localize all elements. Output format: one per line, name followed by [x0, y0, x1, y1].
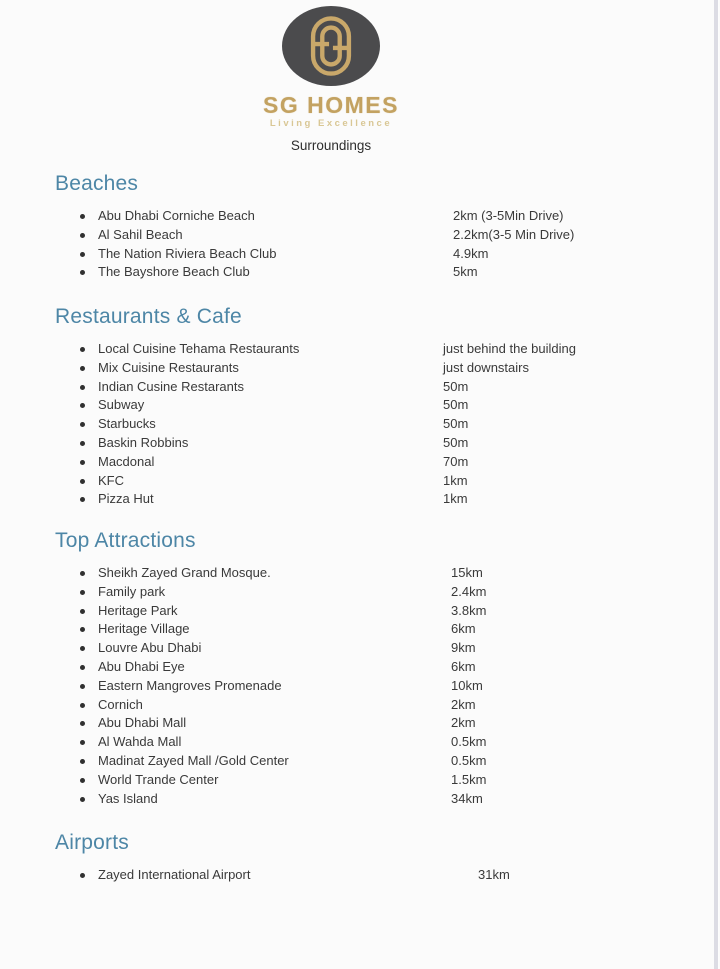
section-restaurants-cafe	[55, 304, 680, 509]
list-item	[55, 583, 680, 602]
bullet-icon	[80, 422, 85, 427]
list-item	[55, 359, 680, 378]
list-item	[55, 602, 680, 621]
item-name: Mix Cuisine Restaurants	[98, 359, 239, 375]
item-distance: 15km	[451, 565, 483, 580]
bullet-icon	[80, 441, 85, 446]
item-name: Abu Dhabi Corniche Beach	[98, 208, 255, 223]
item-distance: 10km	[451, 677, 483, 693]
list-item	[55, 245, 680, 264]
item-distance: 1km	[443, 491, 468, 507]
item-distance: 70m	[443, 453, 469, 469]
list-item	[55, 340, 680, 359]
item-distance: 50m	[443, 434, 469, 450]
paper-edge-shadow	[714, 0, 719, 969]
list-item	[55, 453, 680, 472]
item-name: Zayed International Airport	[98, 867, 251, 882]
list-item	[55, 733, 680, 752]
section-heading: Top Attractions	[55, 529, 196, 552]
brand-name: SG HOMES	[263, 92, 399, 118]
item-name: KFC	[98, 472, 124, 488]
list-item	[55, 396, 680, 415]
list-item	[55, 696, 680, 715]
bullet-icon	[80, 403, 85, 408]
item-name: Baskin Robbins	[98, 434, 189, 450]
bullet-icon	[80, 252, 85, 257]
item-distance: 0.5km	[451, 752, 487, 768]
bullet-icon	[80, 665, 85, 670]
bullet-icon	[80, 571, 85, 576]
item-name: Heritage Park	[98, 602, 178, 618]
bullet-icon	[80, 270, 85, 275]
list-item	[55, 415, 680, 434]
section-airports	[55, 830, 680, 885]
item-distance: 31km	[478, 867, 510, 882]
bullet-icon	[80, 703, 85, 708]
item-distance: 6km	[451, 658, 476, 674]
item-name: Heritage Village	[98, 621, 190, 637]
item-distance: 50m	[443, 397, 469, 413]
list-item	[55, 790, 680, 809]
item-name: Sheikh Zayed Grand Mosque.	[98, 565, 271, 580]
item-name: Starbucks	[98, 416, 156, 432]
bullet-icon	[80, 797, 85, 802]
item-distance: 3.8km	[451, 602, 487, 618]
item-name: Al Sahil Beach	[98, 226, 183, 242]
bullet-icon	[80, 385, 85, 390]
bullet-icon	[80, 214, 85, 219]
list-item	[55, 207, 680, 226]
bullet-icon	[80, 873, 85, 878]
list-item	[55, 226, 680, 245]
list-item	[55, 658, 680, 677]
item-distance: 9km	[451, 640, 476, 656]
list-item	[55, 490, 680, 509]
item-name: Macdonal	[98, 453, 155, 469]
page-title: Surroundings	[290, 138, 372, 153]
list-item	[55, 434, 680, 453]
section-list	[55, 866, 680, 885]
item-name: Cornich	[98, 696, 143, 712]
item-name: Family park	[98, 583, 166, 599]
section-heading: Airports	[55, 831, 129, 854]
list-item	[55, 472, 680, 491]
item-distance: 2km (3-5Min Drive)	[453, 208, 564, 223]
list-item	[55, 771, 680, 790]
bullet-icon	[80, 684, 85, 689]
item-distance: 0.5km	[451, 734, 487, 750]
item-name: Yas Island	[98, 790, 158, 806]
list-item	[55, 263, 680, 282]
item-distance: 50m	[443, 378, 469, 394]
item-name: Pizza Hut	[98, 491, 154, 507]
bullet-icon	[80, 721, 85, 726]
list-item	[55, 677, 680, 696]
item-distance: just behind the building	[443, 341, 576, 356]
item-name: Eastern Mangroves Promenade	[98, 677, 282, 693]
item-name: Louvre Abu Dhabi	[98, 640, 202, 656]
item-distance: 2km	[451, 715, 476, 731]
bullet-icon	[80, 627, 85, 632]
bullet-icon	[80, 646, 85, 651]
item-distance: 1.5km	[451, 771, 487, 787]
bullet-icon	[80, 740, 85, 745]
bullet-icon	[80, 497, 85, 502]
section-beaches	[55, 171, 680, 282]
item-name: The Bayshore Beach Club	[98, 264, 250, 280]
item-distance: 4.9km	[453, 245, 489, 261]
list-item	[55, 866, 680, 885]
item-name: Madinat Zayed Mall /Gold Center	[98, 752, 289, 768]
section-list	[55, 340, 680, 509]
item-name: Local Cuisine Tehama Restaurants	[98, 341, 300, 356]
item-distance: just downstairs	[443, 359, 529, 375]
list-item	[55, 714, 680, 733]
list-item	[55, 620, 680, 639]
section-heading: Restaurants & Cafe	[55, 305, 242, 328]
bullet-icon	[80, 609, 85, 614]
item-name: Al Wahda Mall	[98, 734, 182, 750]
surroundings-sections	[55, 0, 680, 969]
item-distance: 5km	[453, 264, 478, 280]
bullet-icon	[80, 778, 85, 783]
bullet-icon	[80, 590, 85, 595]
brand-tagline: Living Excellence	[269, 118, 393, 129]
section-list	[55, 564, 680, 808]
list-item	[55, 564, 680, 583]
item-name: Subway	[98, 397, 145, 413]
section-heading: Beaches	[55, 172, 139, 195]
item-distance: 50m	[443, 416, 469, 432]
list-item	[55, 378, 680, 397]
bullet-icon	[80, 460, 85, 465]
item-distance: 2km	[451, 696, 476, 712]
item-name: Abu Dhabi Mall	[98, 715, 187, 731]
list-item	[55, 639, 680, 658]
item-name: Abu Dhabi Eye	[98, 658, 185, 674]
bullet-icon	[80, 366, 85, 371]
item-distance: 1km	[443, 472, 468, 488]
section-list	[55, 207, 680, 282]
item-name: The Nation Riviera Beach Club	[98, 245, 277, 261]
bullet-icon	[80, 233, 85, 238]
bullet-icon	[80, 347, 85, 352]
list-item	[55, 752, 680, 771]
item-distance: 6km	[451, 621, 476, 637]
section-top-attractions	[55, 528, 680, 808]
item-distance: 2.2km(3-5 Min Drive)	[453, 226, 575, 242]
bullet-icon	[80, 479, 85, 484]
item-distance: 2.4km	[451, 583, 487, 599]
bullet-icon	[80, 759, 85, 764]
item-name: World Trande Center	[98, 771, 219, 787]
item-distance: 34km	[451, 790, 483, 806]
item-name: Indian Cusine Restarants	[98, 378, 244, 394]
